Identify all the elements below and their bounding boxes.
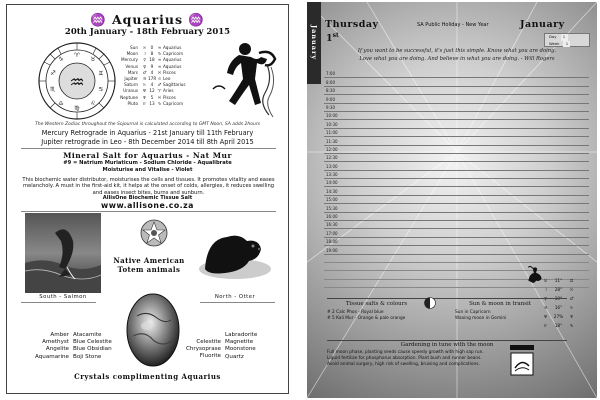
sign-cell: ☽ xyxy=(543,288,548,293)
crystal-name: Blue Obsidian xyxy=(73,346,112,353)
planet-sign: Aquarius xyxy=(163,63,182,69)
time-label: 11:30 xyxy=(326,138,338,144)
schedule-slot[interactable] xyxy=(324,179,589,187)
planet-deg: 8 xyxy=(150,51,154,57)
schedule-slot[interactable] xyxy=(324,246,589,254)
moon-phase-bar xyxy=(510,345,534,350)
sign-row xyxy=(539,304,594,313)
crystal-list-2 xyxy=(73,332,118,361)
schedule-slot[interactable] xyxy=(324,162,589,170)
schedule-slot[interactable] xyxy=(324,146,589,154)
time-label: 18:00 xyxy=(326,239,338,245)
schedule-slot[interactable] xyxy=(324,78,589,86)
planet-deg: 13 xyxy=(149,100,155,106)
salt-body: This biochemic water distributor, moisturises the cells and tissues. It promotes vitality and eases melancholy. A must in the first-aid kit, it helps at the onset of colds, allergies, it reduces swelling and eases insect bites, burns and sunburn. xyxy=(22,177,275,196)
quote xyxy=(347,48,567,63)
garden-line: Avoid animal surgery, high risk of swelling, bruising and complications. xyxy=(327,362,480,367)
sign-cell: 16° xyxy=(554,306,563,311)
crystal-name: Aquamarine xyxy=(35,353,69,360)
svg-text:♑: ♑ xyxy=(58,56,64,63)
sign-row xyxy=(539,313,594,322)
sign-row xyxy=(539,277,594,286)
crystal-name: Quartz xyxy=(225,353,244,360)
crystal-name: Celestite xyxy=(196,339,221,345)
planet-sign: Sagittarius xyxy=(163,82,186,88)
totem-line-1: Native American xyxy=(113,256,185,265)
week-label: Week xyxy=(549,40,560,46)
date-suffix: st xyxy=(332,32,339,39)
planet-sign-grid xyxy=(539,277,594,331)
schedule-slot[interactable] xyxy=(324,204,589,212)
planet-sign-glyph: ♈ xyxy=(157,88,162,94)
time-label: 12:00 xyxy=(326,146,338,152)
schedule-slot[interactable] xyxy=(324,129,589,137)
schedule xyxy=(324,70,589,288)
salt-title: Mineral Salt for Aquarius - Nat Mur xyxy=(63,151,232,160)
planet-deg: 12 xyxy=(149,88,155,94)
planet-name: Saturn xyxy=(124,82,138,88)
zodiac-wheel-icon xyxy=(37,41,117,121)
day-label: Day xyxy=(549,34,557,39)
totem-star-icon xyxy=(140,219,168,247)
planet-name: Pluto xyxy=(127,100,138,106)
crystal-name: Magnetite xyxy=(225,339,254,346)
website-link[interactable]: www.allisone.co.za xyxy=(101,201,194,210)
salmon-image xyxy=(25,213,101,293)
month-tab[interactable]: January xyxy=(307,2,321,84)
divider xyxy=(21,302,96,303)
sign-cell: ♂ xyxy=(569,297,574,302)
planet-row xyxy=(119,101,189,107)
planet-name: Moon xyxy=(126,51,138,57)
crystal-name: Angelite xyxy=(45,346,69,353)
planet-glyph: ☽ xyxy=(142,51,147,57)
planet-sign-glyph: ♒ xyxy=(157,57,162,63)
divider xyxy=(327,340,567,341)
planet-sign-glyph: ♒ xyxy=(157,45,162,50)
time-label: 19:00 xyxy=(326,247,338,253)
svg-text:♍: ♍ xyxy=(74,105,80,112)
time-label: 15:30 xyxy=(326,205,338,211)
schedule-slot[interactable] xyxy=(324,104,589,112)
blank-line[interactable] xyxy=(324,255,589,263)
svg-text:♊: ♊ xyxy=(98,70,104,77)
time-label: 8:30 xyxy=(326,88,335,94)
date-range: 20th January - 18th February 2015 xyxy=(64,27,231,37)
planet-name: Uranus xyxy=(123,88,138,94)
planet-sign: Pisces xyxy=(163,94,176,100)
schedule-slot[interactable] xyxy=(324,229,589,237)
schedule-slot[interactable] xyxy=(324,187,589,195)
crystal-name: Boji Stone xyxy=(73,353,102,360)
planet-glyph: ♂ xyxy=(142,69,147,75)
time-label: 14:30 xyxy=(326,188,338,194)
planet-glyph: ♇ xyxy=(142,100,147,106)
crystal-name: Amethyst xyxy=(42,339,69,346)
quote-line-1: If you want to be successful, it's just this simple. Know what you are doing. xyxy=(357,48,557,54)
schedule-slot[interactable] xyxy=(324,87,589,95)
svg-text:♐: ♐ xyxy=(50,70,56,77)
planet-glyph: ☉ xyxy=(142,45,147,50)
time-label: 13:30 xyxy=(326,172,338,178)
time-label: 11:00 xyxy=(326,130,338,136)
gardening-text xyxy=(327,350,522,368)
planet-glyph: ☿ xyxy=(143,57,146,63)
planet-name: Jupiter xyxy=(124,76,138,82)
tissue-line: # 5 Kali Mur - Orange & pale orange xyxy=(327,316,406,321)
crystal-name: Atacamite xyxy=(73,332,102,338)
time-label: 10:30 xyxy=(326,121,338,127)
planet-glyph: ♆ xyxy=(142,94,147,100)
planet-glyph: ♅ xyxy=(142,88,147,94)
planet-deg: 9 xyxy=(150,63,154,69)
divider xyxy=(21,211,276,212)
day-week-box xyxy=(544,33,590,47)
planet-table xyxy=(119,45,189,107)
time-label: 9:00 xyxy=(326,96,335,102)
svg-text:♋: ♋ xyxy=(98,86,104,93)
sign-cell: ♄ xyxy=(569,306,574,311)
tissue-salts-title: Tissue salts & colours xyxy=(345,301,408,307)
planet-name: Sun xyxy=(130,45,138,50)
planet-name: Venus xyxy=(125,63,138,69)
sign-cell: ♑ xyxy=(569,324,574,329)
time-label: 16:00 xyxy=(326,214,338,220)
planet-sign-glyph: ♑ xyxy=(157,51,162,57)
crystal-name: Amber xyxy=(50,332,69,338)
planet-sign: Capricorn xyxy=(163,51,184,57)
planet-sign-glyph: ♓ xyxy=(157,94,162,100)
planet-sign-glyph: ♓ xyxy=(157,69,162,75)
moon-phase-icon xyxy=(510,352,534,376)
week-value: 1 xyxy=(563,41,570,48)
tissue-salts-list xyxy=(327,310,405,322)
schedule-slot[interactable] xyxy=(324,213,589,221)
sign-row xyxy=(539,322,594,331)
garden-line: Full moon phase, planting seeds cause speedy growth with high sap run. xyxy=(327,350,484,355)
south-animal-label: South - Salmon xyxy=(39,294,87,300)
crystal-name: Moonstone xyxy=(225,346,256,353)
salt-brand: AllisOne Biochemic Tissue Salt xyxy=(102,195,193,201)
salt-line-2: Moisturise and Vitalise - Violet xyxy=(102,167,193,173)
crystal-list-1 xyxy=(29,332,69,361)
crystal-name: Blue Celestite xyxy=(73,339,112,346)
schedule-slot[interactable] xyxy=(324,70,589,78)
sign-cell: ♆ xyxy=(569,315,574,320)
sign-cell: ♉ xyxy=(543,279,548,284)
sign-cell: ♀ xyxy=(543,297,548,302)
planet-deg: 0 xyxy=(150,45,154,50)
sign-cell: ☉ xyxy=(569,288,574,293)
planet-sign: Aquarius xyxy=(163,45,182,50)
time-label: 17:00 xyxy=(326,230,338,236)
sign-cell: 19° xyxy=(554,297,563,302)
sign-cell: ♇ xyxy=(543,324,548,329)
sun-moon-icon xyxy=(424,297,436,309)
month-name: January xyxy=(520,19,565,30)
time-label: 10:00 xyxy=(326,113,338,119)
time-label: 13:00 xyxy=(326,163,338,169)
salt-line-1: #9 = Natrium Muriaticum - Sodium Chloride - Aqualibrate xyxy=(63,160,232,166)
crystals-title: Crystals complimenting Aquarius xyxy=(74,372,221,381)
planet-glyph: ♃ xyxy=(142,76,147,82)
schedule-slot[interactable] xyxy=(324,196,589,204)
svg-text:♈: ♈ xyxy=(74,52,80,59)
planet-glyph: ♀ xyxy=(142,63,147,69)
water-bearer-icon xyxy=(199,39,279,119)
planet-glyph: ♄ xyxy=(142,82,147,88)
schedule-slot[interactable] xyxy=(324,238,589,246)
time-label: 8:00 xyxy=(326,79,335,85)
planet-deg: 5 xyxy=(150,94,154,100)
planet-name: Mercury xyxy=(121,57,138,63)
date-number: 1 xyxy=(326,33,333,45)
divider xyxy=(200,302,275,303)
sign-row xyxy=(539,286,594,295)
garden-line: Liquid fertilize for phosphorus absorption. Plant bush and runner beans. xyxy=(327,356,482,361)
planet-deg: 17R xyxy=(148,76,157,82)
gardening-title: Gardening in tune with the moon xyxy=(400,342,494,348)
crystal-image xyxy=(123,288,183,368)
crystal-name: Labradorite xyxy=(225,332,258,338)
svg-text:♌: ♌ xyxy=(90,100,96,107)
left-page xyxy=(6,4,289,394)
time-label: 7:00 xyxy=(326,71,335,77)
schedule-slot[interactable] xyxy=(324,95,589,103)
planet-name: Mars xyxy=(127,69,138,75)
sign-row xyxy=(539,295,594,304)
planet-sign: Capricorn xyxy=(163,100,184,106)
crystal-list-4 xyxy=(225,332,273,361)
sign-cell: 28° xyxy=(554,288,563,293)
time-label: 12:30 xyxy=(326,155,338,161)
sun-moon-list xyxy=(455,310,506,322)
sun-line: Sun in Capricorn xyxy=(455,310,491,315)
svg-text:♒: ♒ xyxy=(69,73,85,93)
time-label: 14:00 xyxy=(326,180,338,186)
sign-cell: 11° xyxy=(554,279,563,284)
planet-sign: Leo xyxy=(163,76,171,82)
schedule-slot[interactable] xyxy=(324,221,589,229)
time-label: 9:30 xyxy=(326,104,335,110)
day-date xyxy=(326,32,339,44)
otter-image xyxy=(195,219,275,285)
schedule-slot[interactable] xyxy=(324,120,589,128)
planet-sign: Aquarius xyxy=(163,57,182,63)
time-label: 15:00 xyxy=(326,197,338,203)
blank-line[interactable] xyxy=(324,263,589,271)
sign-cell: 27% xyxy=(553,315,564,320)
holiday-label: SA Public Holiday - New Year xyxy=(417,22,489,28)
sun-moon-title: Sun & moon in transit xyxy=(469,301,531,307)
crystal-list-3 xyxy=(179,339,221,361)
sign-cell: ♅ xyxy=(543,315,548,320)
moon-line: Waxing moon in Gemini xyxy=(455,316,507,321)
right-page xyxy=(307,2,597,398)
schedule-slot[interactable] xyxy=(324,154,589,162)
planet-sign: Aries xyxy=(163,88,174,94)
planet-sign-glyph: ♑ xyxy=(157,100,162,106)
planet-sign-glyph: ♐ xyxy=(157,82,162,88)
page-title: ♒ Aquarius ♒ xyxy=(90,12,205,27)
svg-text:♎: ♎ xyxy=(58,100,64,107)
schedule-slot[interactable] xyxy=(324,112,589,120)
planet-deg: 4 xyxy=(150,82,154,88)
totem-heading xyxy=(103,257,195,274)
svg-text:♏: ♏ xyxy=(50,86,56,93)
crystal-name: Fluorite xyxy=(199,353,221,360)
planet-deg: 18 xyxy=(149,57,155,63)
time-label: 16:30 xyxy=(326,222,338,228)
planet-sign-glyph: ♌ xyxy=(157,76,162,82)
tissue-line: # 2 Calc Phos - Royal blue xyxy=(327,310,384,315)
mercury-retrograde: Mercury Retrograde in Aquarius - 21st January till 11th February xyxy=(41,129,254,137)
totem-line-2: Totem animals xyxy=(117,264,181,274)
sign-cell: ♊ xyxy=(569,279,574,284)
svg-text:♉: ♉ xyxy=(90,56,96,63)
day-name: Thursday xyxy=(325,19,379,30)
sign-cell: 18° xyxy=(554,324,563,329)
planet-deg: 4 xyxy=(150,69,154,75)
planet-name: Neptune xyxy=(120,94,138,100)
day-value: 1 xyxy=(561,34,568,41)
planet-sign: Pisces xyxy=(163,69,176,75)
jupiter-retrograde: Jupiter retrograde in Leo - 8th December 2014 till 8th April 2015 xyxy=(41,138,254,146)
sign-cell: ♃ xyxy=(543,306,548,311)
schedule-slot[interactable] xyxy=(324,137,589,145)
crystal-name: Chrysoprase xyxy=(185,346,221,353)
north-animal-label: North - Otter xyxy=(214,294,256,300)
schedule-slot[interactable] xyxy=(324,171,589,179)
quote-line-2: Love what you are doing. And believe in what you are doing. - Will Rogers xyxy=(359,55,555,62)
divider xyxy=(327,298,567,299)
planet-sign-glyph: ♒ xyxy=(157,63,162,69)
zodiac-note: The Western Zodiac throughout the Sojournal is calculated according to GMT Noon, SA adds 2hours xyxy=(34,122,261,127)
divider xyxy=(21,148,276,149)
